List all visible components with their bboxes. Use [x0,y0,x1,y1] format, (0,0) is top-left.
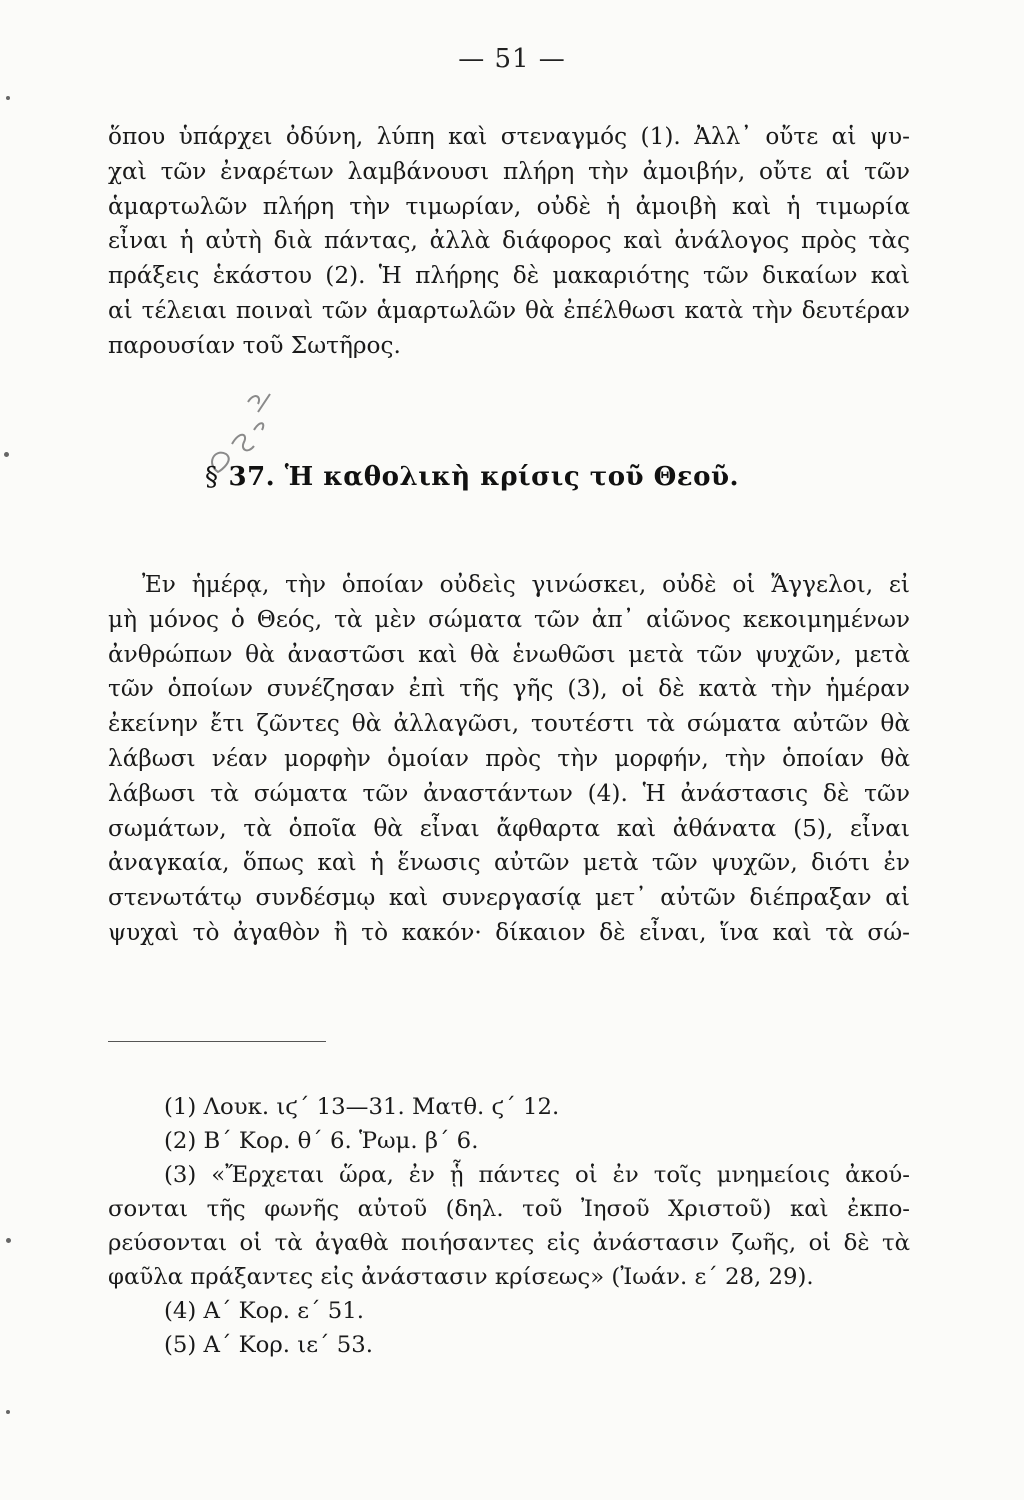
section-symbol: § [205,462,219,492]
footnote-divider [108,1041,326,1042]
text-line: παρουσίαν τοῦ Σωτῆρος. [108,331,401,359]
footnote-5: (5) Α΄ Κορ. ιε΄ 53. [164,1332,373,1358]
footnote-3-line: φαῦλα πράξαντες εἰς ἀνάστασιν κρίσεως» (Ἰωάν. ε΄ 28, 29). [108,1264,814,1290]
scan-speck [4,452,9,457]
text-line: στενωτάτῳ συνδέσμῳ καὶ συνεργασίᾳ μετ᾽ αὐτῶν διέπραξαν αἱ [108,884,910,912]
text-line: ἁμαρτωλῶν πλήρη τὴν τιμωρίαν, οὐδὲ ἡ ἀμοιβὴ καὶ ἡ τιμωρία [108,192,910,220]
text-line: εἶναι ἡ αὐτὴ διὰ πάντας, ἀλλὰ διάφορος καὶ ἀνάλογος πρὸς τὰς [108,227,910,255]
text-line: πράξεις ἑκάστου (2). Ἡ πλήρης δὲ μακαριότης τῶν δικαίων καὶ [108,262,910,290]
section-heading [205,462,739,492]
footnote-3-line: (3) «Ἔρχεται ὥρα, ἐν ᾗ πάντες οἱ ἐν τοῖς μνημείοις ἀκού- [164,1162,910,1188]
text-line: ἐκείνην ἔτι ζῶντες θὰ ἀλλαγῶσι, τουτέστι τὰ σώματα αὐτῶν θὰ [108,710,910,738]
text-line: μὴ μόνος ὁ Θεός, τὰ μὲν σώματα τῶν ἀπ᾽ αἰῶνος κεκοιμημένων [108,605,910,633]
text-line: λάβωσι νέαν μορφὴν ὁμοίαν πρὸς τὴν μορφήν, τὴν ὁποίαν θὰ [108,744,910,772]
footnotes [108,1090,910,1362]
paragraph-2 [108,568,910,951]
scan-speck [6,1410,10,1414]
section-number: 37. [228,462,276,492]
text-line: Ἐν ἡμέρᾳ, τὴν ὁποίαν οὐδεὶς γινώσκει, οὐδὲ οἱ Ἄγγελοι, εἰ [142,571,910,598]
text-line: λάβωσι τὰ σώματα τῶν ἀναστάντων (4). Ἡ ἀνάστασις δὲ τῶν [108,779,910,807]
scan-speck [6,96,10,100]
text-line: ἀναγκαία, ὅπως καὶ ἡ ἕνωσις αὐτῶν μετὰ τῶν ψυχῶν, διότι ἐν [108,849,910,877]
footnote-3-line: σονται τῆς φωνῆς αὐτοῦ (δηλ. τοῦ Ἰησοῦ Χριστοῦ) καὶ ἐκπο- [108,1196,910,1222]
section-title: Ἡ καθολικὴ κρίσις τοῦ Θεοῦ. [284,462,740,492]
paragraph-1 [108,120,910,364]
text-line: ψυχαὶ τὸ ἀγαθὸν ἢ τὸ κακόν· δίκαιον δὲ εἶναι, ἵνα καὶ τὰ σώ- [108,918,910,946]
footnote-3-line: ρεύσονται οἱ τὰ ἀγαθὰ ποιήσαντες εἰς ἀνάστασιν ζωῆς, οἱ δὲ τὰ [108,1230,910,1256]
text-line: σωμάτων, τὰ ὁποῖα θὰ εἶναι ἄφθαρτα καὶ ἀθάνατα (5), εἶναι [108,814,910,842]
text-line: χαὶ τῶν ἐναρέτων λαμβάνουσι πλήρη τὴν ἀμοιβήν, οὔτε αἱ τῶν [108,157,910,185]
footnote-4: (4) Α΄ Κορ. ε΄ 51. [164,1298,365,1324]
scan-speck [6,1238,11,1243]
text-line: αἱ τέλειαι ποιναὶ τῶν ἁμαρτωλῶν θὰ ἐπέλθωσι κατὰ τὴν δευτέραν [108,296,910,324]
text-line: ἀνθρώπων θὰ ἀναστῶσι καὶ θὰ ἑνωθῶσι μετὰ τῶν ψυχῶν, μετὰ [108,640,910,668]
footnote-2: (2) Β΄ Κορ. θ΄ 6. Ῥωμ. β΄ 6. [164,1128,479,1154]
footnote-1: (1) Λουκ. ιϛ΄ 13—31. Ματθ. ϛ΄ 12. [164,1094,560,1120]
text-line: ὅπου ὑπάρχει ὀδύνη, λύπη καὶ στεναγμός (1). Ἀλλ᾽ οὔτε αἱ ψυ- [108,123,910,150]
page-number: — 51 — [458,44,566,74]
text-line: τῶν ὁποίων συνέζησαν ἐπὶ τῆς γῆς (3), οἱ δὲ κατὰ τὴν ἡμέραν [108,675,910,703]
